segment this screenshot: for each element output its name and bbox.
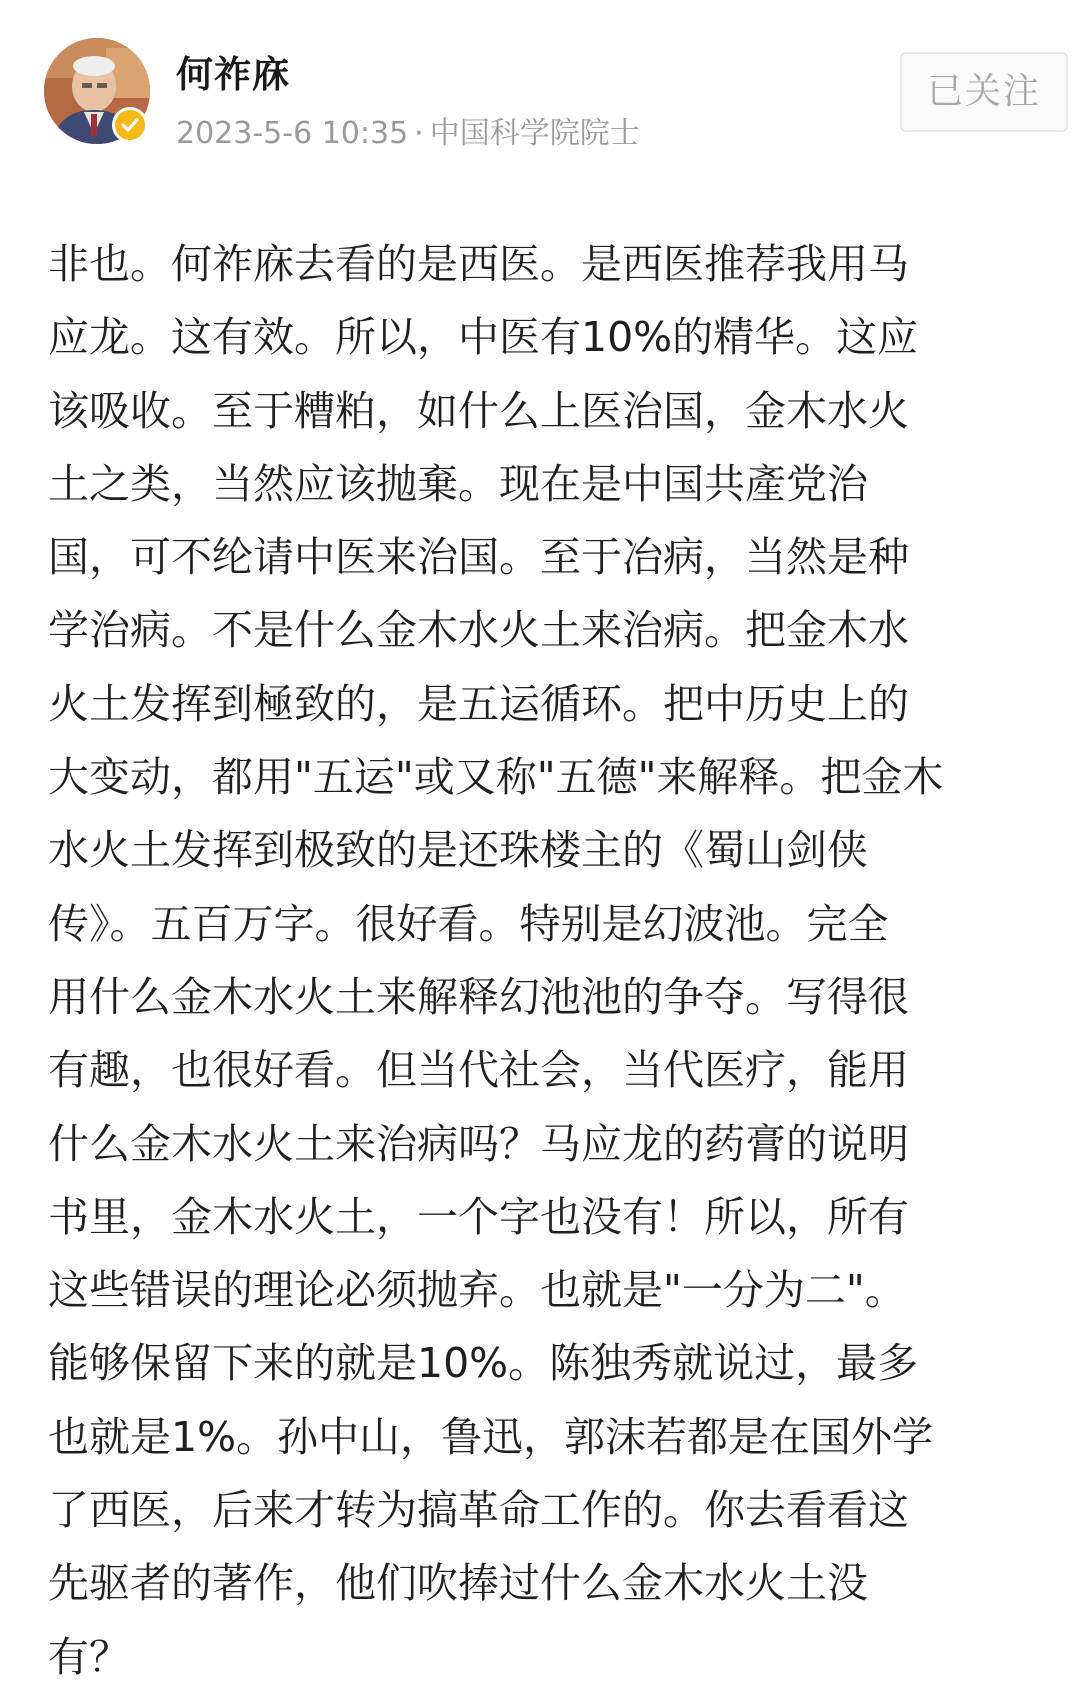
post-line: 水火土发挥到极致的是还珠楼主的《蜀山剑侠 xyxy=(48,826,868,875)
post-line: 有趣，也很好看。但当代社会，当代医疗，能用 xyxy=(48,1046,909,1095)
post-line: 土之类，当然应该抛棄。现在是中国共產党治 xyxy=(48,459,868,508)
post-line: 也就是1%。孙中山，鲁迅，郭沫若都是在国外学 xyxy=(48,1412,934,1461)
post-line: 了西医，后来才转为搞革命工作的。你去看看这 xyxy=(48,1486,909,1535)
post-timestamp: 2023-5-6 10:35 xyxy=(176,116,409,151)
post-line: 先驱者的著作，他们吹捧过什么金木水火土没 xyxy=(48,1559,868,1608)
post-line: 应龙。这有效。所以，中医有10%的精华。这应 xyxy=(48,313,919,362)
meta-separator: · xyxy=(414,116,424,151)
post-line: 这些错误的理论必须抛弃。也就是"一分为二"。 xyxy=(48,1266,906,1315)
post-line: 用什么金木水火土来解释幻池池的争夺。写得很 xyxy=(48,972,909,1021)
post-line: 有？ xyxy=(48,1632,130,1681)
post-line: 国，可不纶请中医来治国。至于冶病，当然是种 xyxy=(48,533,909,582)
post-meta xyxy=(176,108,640,152)
author-title: 中国科学院院士 xyxy=(429,116,640,151)
verified-check-icon xyxy=(112,107,148,143)
post-line: 传》。五百万字。很好看。特别是幻波池。完全 xyxy=(48,899,889,948)
post-line: 该吸收。至于糟粕，如什么上医治国，金木水火 xyxy=(48,386,909,435)
post-header xyxy=(0,0,1080,180)
post-line: 能够保留下来的就是10%。陈独秀就说过，最多 xyxy=(48,1339,919,1388)
author-name[interactable]: 何祚庥 xyxy=(176,53,290,96)
post-line: 非也。何祚庥去看的是西医。是西医推荐我用马 xyxy=(48,240,909,288)
post-line: 什么金木水火土来治病吗？马应龙的药膏的说明 xyxy=(48,1119,909,1168)
follow-button[interactable]: 已关注 xyxy=(900,52,1068,132)
post-body xyxy=(48,228,1060,1694)
post-line: 书里，金木水火土，一个字也没有！所以，所有 xyxy=(48,1192,909,1241)
post-line: 大变动，都用"五运"或又称"五德"来解释。把金木 xyxy=(48,753,944,802)
post-line: 火土发挥到極致的，是五运循环。把中历史上的 xyxy=(48,679,909,728)
post-line: 学治病。不是什么金木水火土来治病。把金木水 xyxy=(48,606,909,655)
